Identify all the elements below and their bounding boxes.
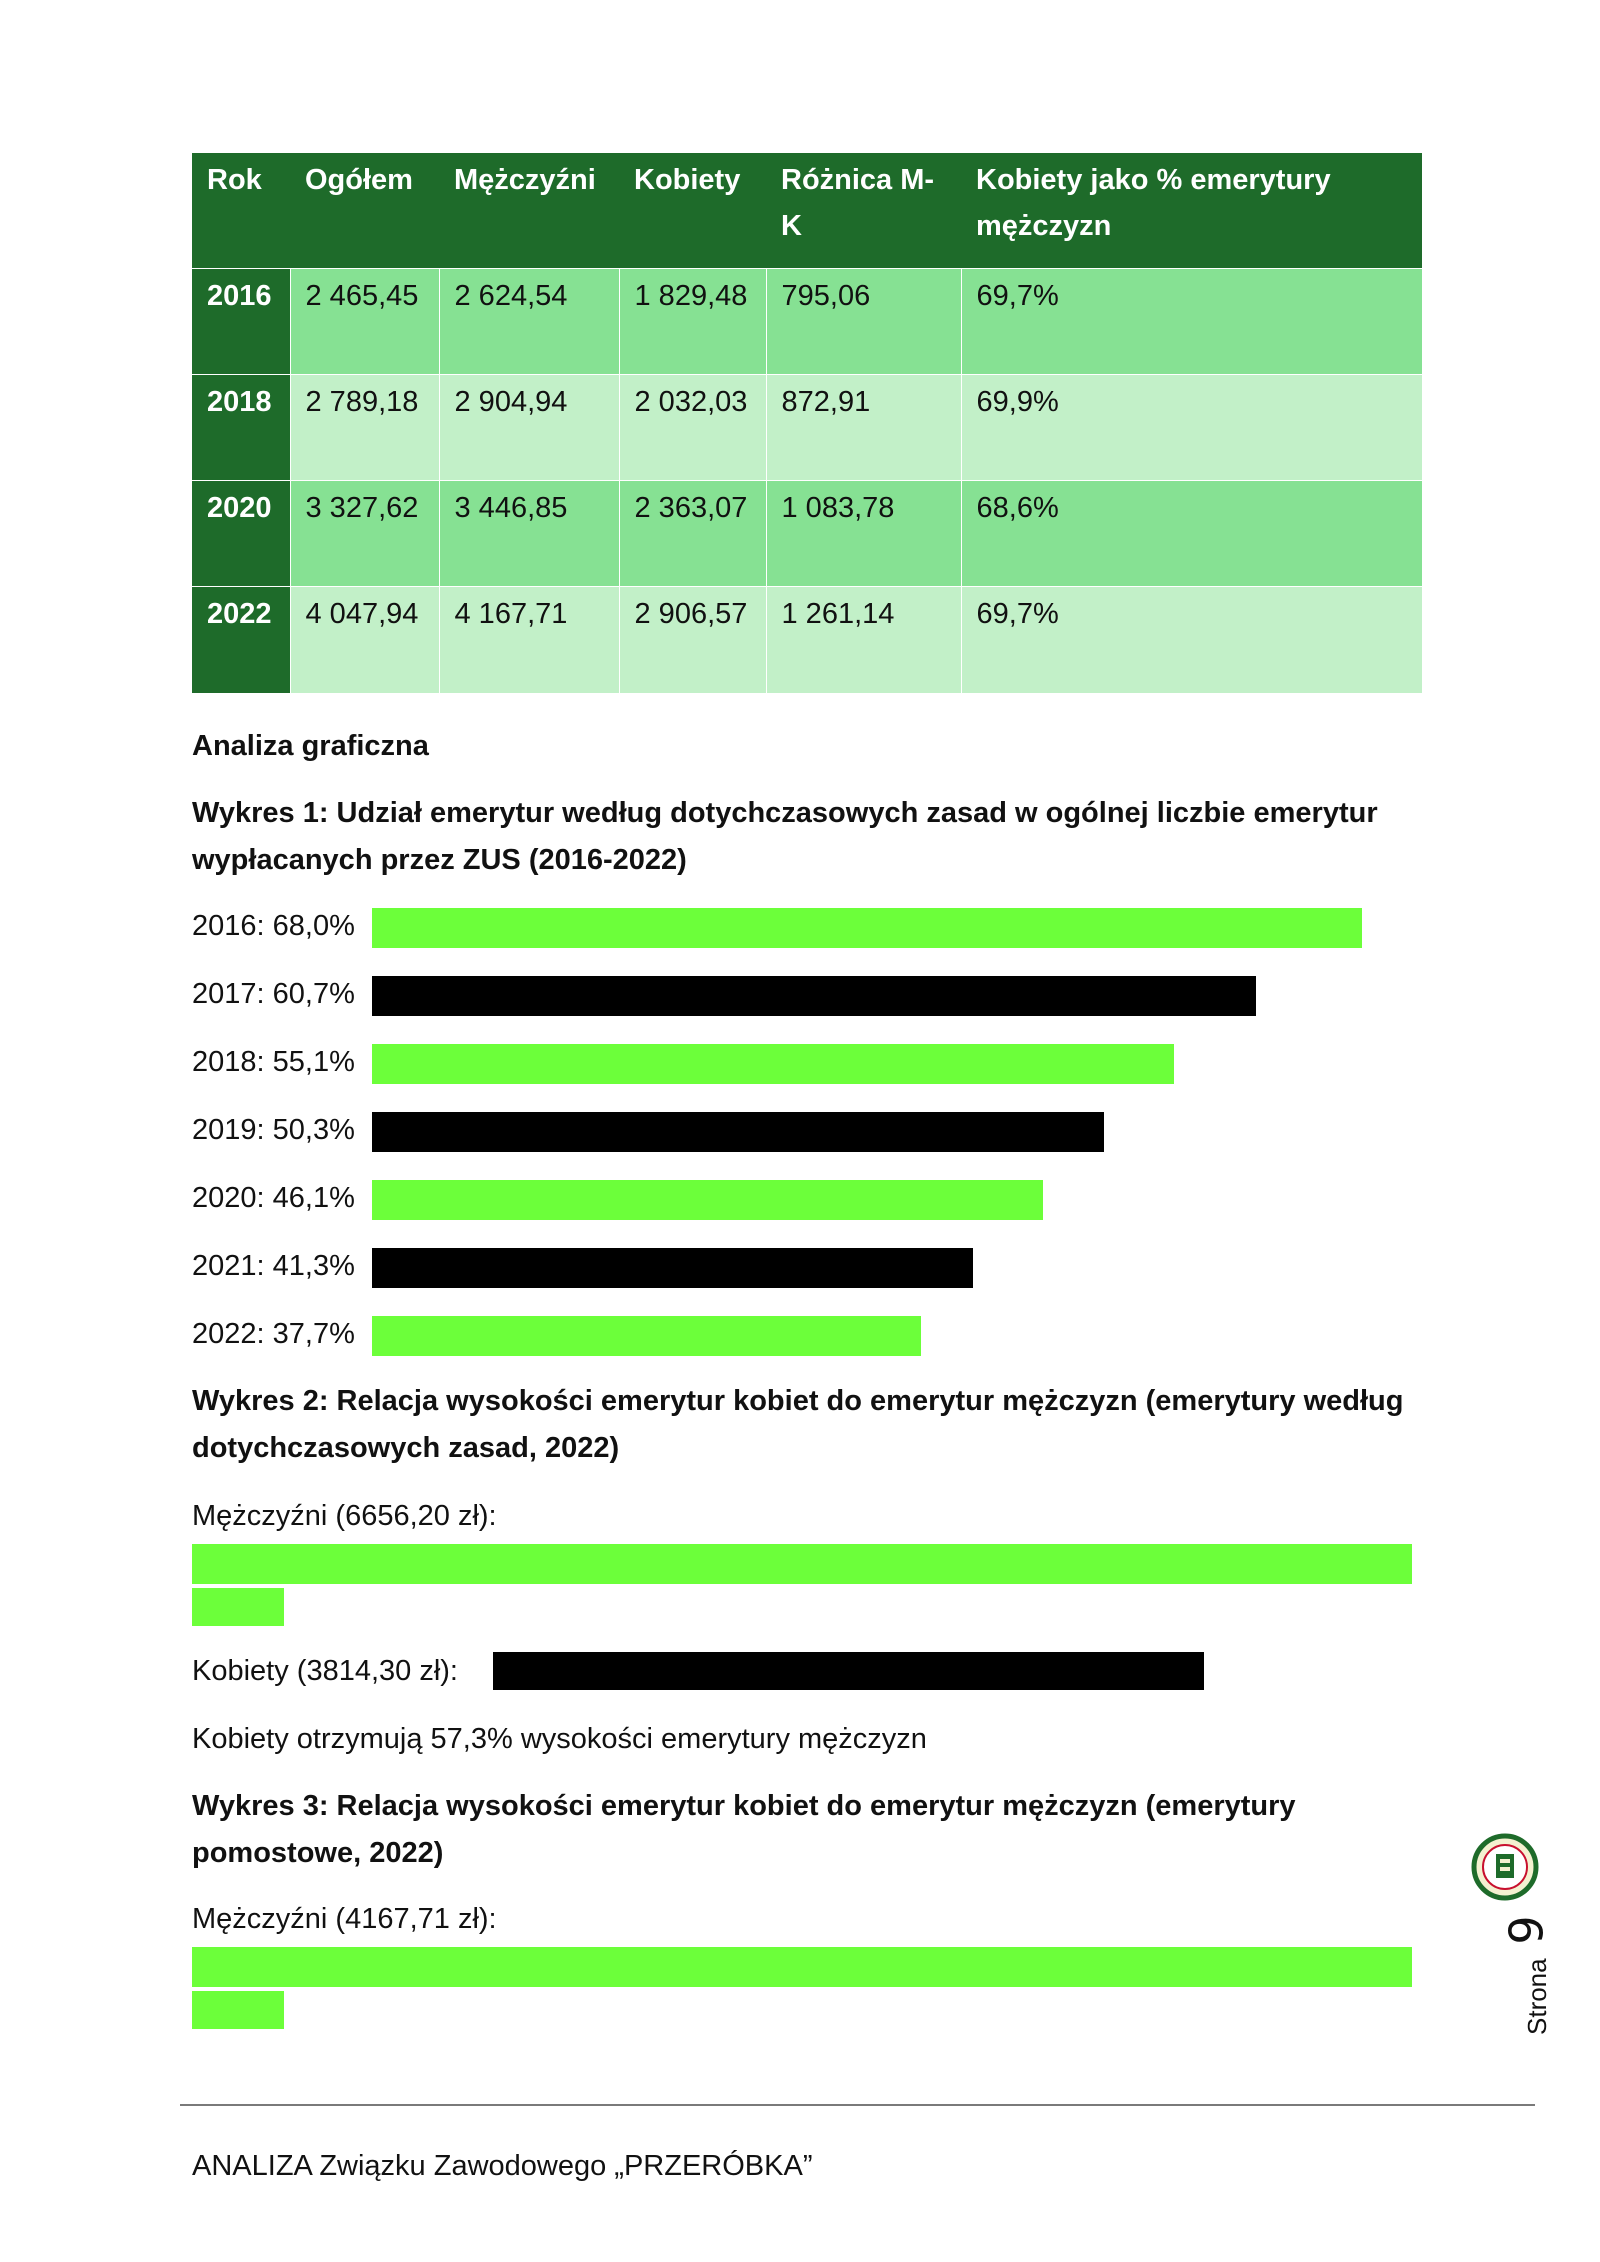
header-ogolem: Ogółem — [290, 153, 439, 269]
page-marker — [1497, 1905, 1580, 2045]
page-number: 6 — [1497, 1915, 1552, 1945]
header-procent: Kobiety jako % emerytury mężczyzn — [961, 153, 1422, 269]
chart2-women-label: Kobiety (3814,30 zł): — [192, 1655, 458, 1687]
table-cell-year: 2022 — [192, 587, 290, 693]
chart2-title: Wykres 2: Relacja wysokości emerytur kobiet do emerytur mężczyzn (emerytury według dotychczasowych zasad, 2022) — [192, 1385, 1404, 1464]
table-cell: 2 363,07 — [619, 481, 766, 587]
table-header-row — [192, 153, 1422, 269]
header-mezczyzni: Mężczyźni — [439, 153, 619, 269]
chart3-men-bar — [192, 1947, 1412, 1987]
bar-label: 2018: 55,1% — [192, 1046, 355, 1078]
footer-text: ANALIZA Związku Zawodowego „PRZERÓBKA” — [192, 2150, 813, 2182]
table-cell: 4 047,94 — [290, 587, 439, 693]
bar-label: 2016: 68,0% — [192, 910, 355, 942]
bar-2022 — [372, 1316, 921, 1356]
table-cell: 2 465,45 — [290, 269, 439, 375]
table-row — [192, 269, 1422, 375]
table-cell: 1 829,48 — [619, 269, 766, 375]
chart2-men-label: Mężczyźni (6656,20 zł): — [192, 1500, 497, 1532]
footer-divider — [180, 2104, 1535, 2106]
table-row — [192, 587, 1422, 693]
bar-label: 2021: 41,3% — [192, 1250, 355, 1282]
table-cell: 2 789,18 — [290, 375, 439, 481]
table-cell: 1 261,14 — [766, 587, 961, 693]
page-word: Strona — [1522, 1958, 1552, 2035]
header-roznica: Różnica M-K — [766, 153, 961, 269]
table-cell: 1 083,78 — [766, 481, 961, 587]
table-cell: 69,7% — [961, 587, 1422, 693]
chart3-title: Wykres 3: Relacja wysokości emerytur kobiet do emerytur mężczyzn (emerytury pomostowe, 2022) — [192, 1790, 1296, 1869]
table-row — [192, 375, 1422, 481]
chart3-men-bar-wrap — [192, 1991, 284, 2029]
pension-table — [192, 153, 1422, 693]
chart1-title: Wykres 1: Udział emerytur według dotychczasowych zasad w ogólnej liczbie emerytur wypłacanych przez ZUS (2016-2022) — [192, 797, 1378, 876]
bar-label: 2020: 46,1% — [192, 1182, 355, 1214]
table-cell-year: 2018 — [192, 375, 290, 481]
bar-2018 — [372, 1044, 1174, 1084]
section-title: Analiza graficzna — [192, 730, 429, 762]
bar-label: 2022: 37,7% — [192, 1318, 355, 1350]
bar-label: 2019: 50,3% — [192, 1114, 355, 1146]
table-cell: 3 446,85 — [439, 481, 619, 587]
chart3-men-label: Mężczyźni (4167,71 zł): — [192, 1903, 497, 1935]
table-cell: 872,91 — [766, 375, 961, 481]
bar-2020 — [372, 1180, 1043, 1220]
chart2-men-bar-wrap — [192, 1588, 284, 1626]
chart2-note: Kobiety otrzymują 57,3% wysokości emerytury mężczyzn — [192, 1723, 927, 1755]
table-row — [192, 481, 1422, 587]
table-cell: 69,7% — [961, 269, 1422, 375]
chart2-women-bar — [493, 1652, 1204, 1690]
table-cell: 2 906,57 — [619, 587, 766, 693]
bar-2021 — [372, 1248, 973, 1288]
table-cell: 2 624,54 — [439, 269, 619, 375]
bar-2019 — [372, 1112, 1104, 1152]
header-rok: Rok — [192, 153, 290, 269]
union-logo-icon — [1470, 1832, 1540, 1902]
table-cell: 2 032,03 — [619, 375, 766, 481]
table-cell: 3 327,62 — [290, 481, 439, 587]
table-cell: 68,6% — [961, 481, 1422, 587]
table-cell: 69,9% — [961, 375, 1422, 481]
table-cell: 795,06 — [766, 269, 961, 375]
bar-2016 — [372, 908, 1362, 948]
bar-2017 — [372, 976, 1256, 1016]
bar-label: 2017: 60,7% — [192, 978, 355, 1010]
table-cell-year: 2016 — [192, 269, 290, 375]
table-cell: 4 167,71 — [439, 587, 619, 693]
table-cell: 2 904,94 — [439, 375, 619, 481]
chart2-men-bar — [192, 1544, 1412, 1584]
table-cell-year: 2020 — [192, 481, 290, 587]
header-kobiety: Kobiety — [619, 153, 766, 269]
